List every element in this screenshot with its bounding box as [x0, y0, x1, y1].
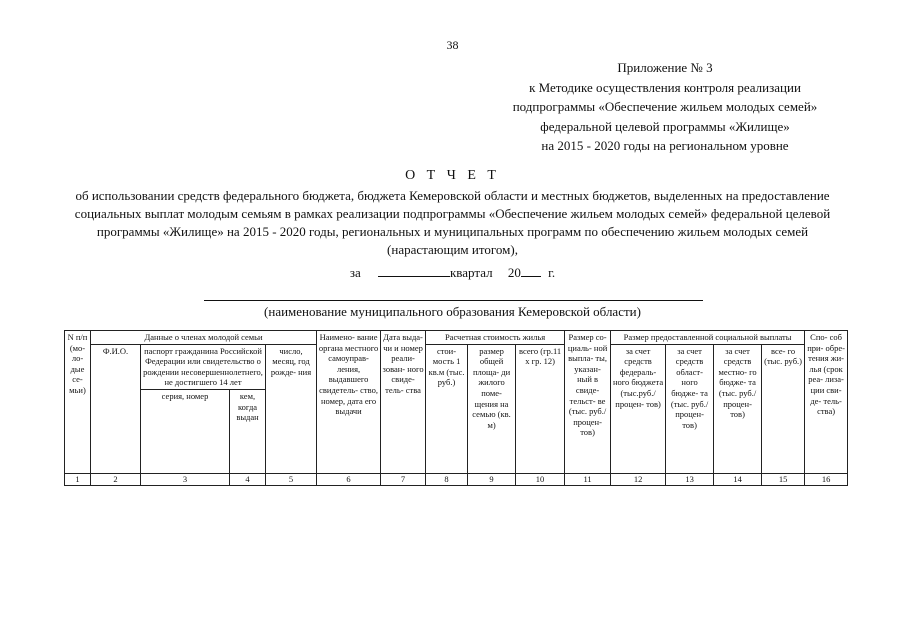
municipality-blank-line: [204, 300, 703, 301]
col-number: 16: [805, 473, 848, 485]
header-family-data: Данные о членах молодой семьи: [91, 331, 317, 345]
header-regional: за счет средств област- ного бюдже- та (тыс. руб./ процен- тов): [666, 344, 714, 473]
appendix-line-5: на 2015 - 2020 годы на региональном уровне: [541, 138, 789, 153]
header-issued-by: кем, когда выдан: [230, 389, 266, 473]
period-year-prefix: 20: [507, 265, 521, 280]
col-number: 1: [65, 473, 91, 485]
header-local: за счет средств местно- го бюдже- та (тыс. руб./ процен- тов): [714, 344, 762, 473]
header-num: N п/п (мо- ло- дые се- мьи): [65, 331, 91, 474]
header-issue-date: Дата выда- чи и номер реали- зован- ного свиде- тель- ства: [381, 331, 426, 474]
col-number: 5: [266, 473, 317, 485]
col-number: 11: [565, 473, 611, 485]
header-issuing-body: Наимено- вание органа местного самоуправ- ления, выдавшего свидетель- ство, номер, дата его выдачи: [317, 331, 381, 474]
col-number: 15: [762, 473, 805, 485]
period-year-suffix: г.: [548, 265, 556, 280]
header-provided-payment: Размер предоставленной социальной выплаты: [611, 331, 805, 345]
appendix-line-2: к Методике осуществления контроля реализации: [529, 79, 801, 95]
page-number: 38: [446, 38, 459, 52]
header-federal: за счет средств федераль- ного бюджета (тыс.руб./ процен- тов): [611, 344, 666, 473]
header-area: размер общей площа- ди жилого поме- щения на семью (кв. м): [468, 344, 516, 473]
col-number: 7: [381, 473, 426, 485]
header-cost-per-sqm: стои- мость 1 кв.м (тыс. руб.): [426, 344, 468, 473]
header-payment-size: Размер со- циаль- ной выпла- ты, указан- ный в свиде- тельст- ве (тыс. руб./ процен- тов): [565, 331, 611, 474]
report-title: О Т Ч Е Т: [405, 168, 500, 183]
col-number: 2: [91, 473, 141, 485]
period-za-label: за: [349, 265, 361, 280]
col-number: 4: [230, 473, 266, 485]
col-number: 12: [611, 473, 666, 485]
col-number: 14: [714, 473, 762, 485]
col-number: 3: [141, 473, 230, 485]
appendix-line-3: подпрограммы «Обеспечение жильем молодых семей»: [512, 99, 818, 114]
header-passport: паспорт гражданина Российской Федерации или свидетельство о рождении несовершеннолетнего, не достигшего 14 лет: [141, 344, 266, 389]
period-quarter-blank: [378, 264, 450, 277]
appendix-header: [420, 58, 905, 156]
col-number: 9: [468, 473, 516, 485]
municipality-caption: (наименование муниципального образования Кемеровской области): [264, 304, 641, 319]
col-number: 8: [426, 473, 468, 485]
report-table: [64, 330, 848, 486]
report-period: [0, 264, 905, 281]
header-series-number: серия, номер: [141, 389, 230, 473]
header-cost-total: всего (гр.11 x гр. 12): [516, 344, 565, 473]
appendix-line-4: федеральной целевой программы «Жилище»: [540, 118, 790, 134]
period-year-blank: [521, 264, 541, 277]
col-number: 13: [666, 473, 714, 485]
header-fio: Ф.И.О.: [91, 344, 141, 473]
period-kvartal-label: квартал: [449, 265, 493, 280]
header-acquisition-method: Спо- соб при- обре- тения жи- лья (срок реа- лиза- ции сви- де- тель- ства): [805, 331, 848, 474]
header-housing-cost: Расчетная стоимость жилья: [426, 331, 565, 345]
appendix-line-1: Приложение № 3: [617, 60, 713, 75]
header-birth-date: число, месяц, год рожде- ния: [266, 344, 317, 473]
report-subtitle: об использовании средств федерального бюджета, бюджета Кемеровской области и местных бюджетов, выделенных на предоставление социальных выплат молодым семьям в рамках реализации подпрограммы «Обеспечение жильем молодых семей» федеральной целевой программы «Жилище» на 2015 - 2020 годы, региональных и муниципальных программ по обеспечению жильем молодых семей (нарастающим итогом),: [74, 188, 831, 257]
header-sum: все- го (тыс. руб.): [762, 344, 805, 473]
col-number: 6: [317, 473, 381, 485]
col-number: 10: [516, 473, 565, 485]
